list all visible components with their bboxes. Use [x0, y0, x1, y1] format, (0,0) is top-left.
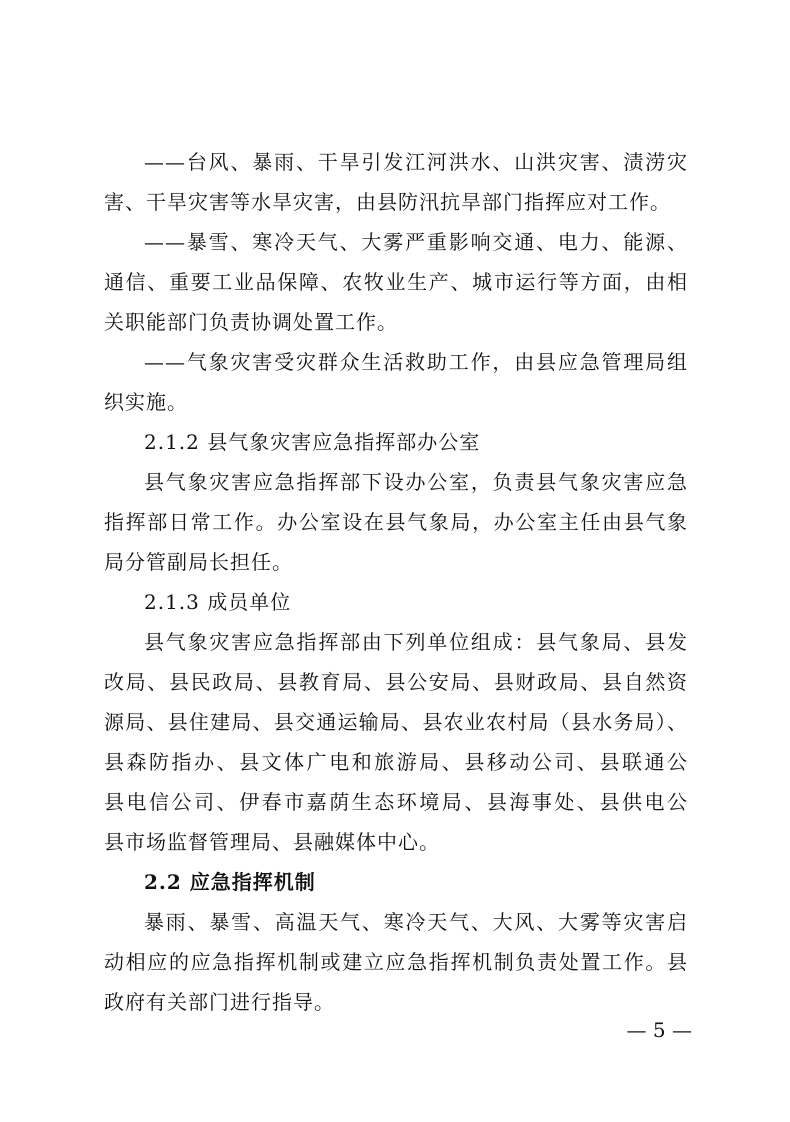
text-line: 改局、县民政局、县教育局、县公安局、县财政局、县自然资: [104, 670, 688, 694]
text-line: ——气象灾害受灾群众生活救助工作，由县应急管理局组: [144, 350, 688, 374]
text-line: 县气象灾害应急指挥部下设办公室，负责县气象灾害应急: [144, 470, 688, 494]
text-line: 县气象灾害应急指挥部由下列单位组成：县气象局、县发: [144, 630, 688, 654]
text-line: 2.1.2 县气象灾害应急指挥部办公室: [144, 430, 481, 454]
text-line: ——暴雪、寒冷天气、大雾严重影响交通、电力、能源、: [144, 230, 688, 254]
text-line: 县市场监督管理局、县融媒体中心。: [104, 830, 440, 854]
text-line: 关职能部门负责协调处置工作。: [104, 310, 398, 334]
text-line: 县电信公司、伊春市嘉荫生态环境局、县海事处、县供电公: [104, 790, 688, 814]
text-line: 县森防指办、县文体广电和旅游局、县移动公司、县联通公: [104, 750, 688, 774]
text-line: 2.2 应急指挥机制: [144, 870, 316, 894]
text-line: 通信、重要工业品保障、农牧业生产、城市运行等方面，由相: [104, 270, 688, 294]
text-line: 政府有关部门进行指导。: [104, 990, 335, 1014]
text-line: 暴雨、暴雪、高温天气、寒冷天气、大风、大雾等灾害启: [144, 910, 688, 934]
page-number: — 5 —: [626, 1018, 692, 1042]
text-line: ——台风、暴雨、干旱引发江河洪水、山洪灾害、渍涝灾: [144, 150, 688, 174]
text-line: 害、干旱灾害等水旱灾害，由县防汛抗旱部门指挥应对工作。: [104, 190, 671, 214]
text-line: 局分管副局长担任。: [104, 550, 293, 574]
text-line: 2.1.3 成员单位: [144, 590, 292, 614]
text-line: 动相应的应急指挥机制或建立应急指挥机制负责处置工作。县: [104, 950, 688, 974]
document-body: [104, 142, 688, 1022]
text-line: 织实施。: [104, 390, 188, 414]
text-line: 指挥部日常工作。办公室设在县气象局，办公室主任由县气象: [104, 510, 688, 534]
text-line: 源局、县住建局、县交通运输局、县农业农村局（县水务局）、: [104, 710, 688, 734]
